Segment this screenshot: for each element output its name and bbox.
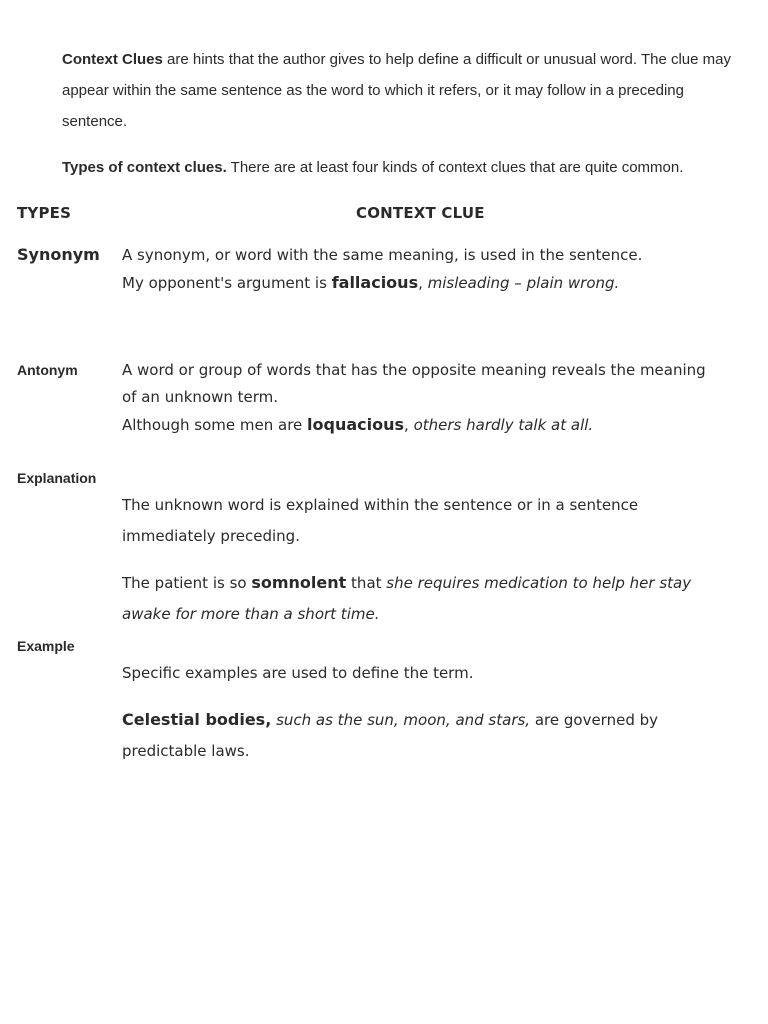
antonym-definition: A word or group of words that has the opposite meaning reveals the meaning of an unknown term. <box>122 361 706 406</box>
types-heading: Types of context clues. <box>62 159 227 176</box>
synonym-clue <box>122 242 722 297</box>
type-example: Example <box>17 638 75 654</box>
example-clue: such as the sun, moon, and stars, <box>276 711 531 729</box>
example-definition: Specific examples are used to define the term. <box>122 664 474 682</box>
explanation-word: somnolent <box>251 573 347 592</box>
explanation-example-clue: she requires medication to help her stay awake for more than a short time. <box>122 574 692 623</box>
intro-paragraph <box>62 44 732 137</box>
example-word: Celestial bodies, <box>122 710 272 729</box>
synonym-example-lead: My opponent's argument is <box>122 274 332 292</box>
explanation-connector: that <box>346 574 387 592</box>
type-antonym: Antonym <box>17 362 78 378</box>
type-synonym: Synonym <box>17 245 100 264</box>
explanation-definition: The unknown word is explained within the sentence or in a sentence immediately preceding. <box>122 496 639 545</box>
header-context-clue: CONTEXT CLUE <box>356 204 485 222</box>
header-types: TYPES <box>17 204 72 222</box>
antonym-clue <box>122 357 722 439</box>
intro-text: are hints that the author gives to help define a difficult or unusual word. The clue may appear within the same sentence as the word to which it refers, or it may follow in a preceding sentence. <box>62 51 731 130</box>
types-paragraph <box>62 152 732 183</box>
example-sentence <box>122 704 722 767</box>
types-text: There are at least four kinds of context clues that are quite common. <box>226 159 684 176</box>
antonym-example-clue: others hardly talk at all. <box>413 416 594 434</box>
synonym-example-clue: misleading – plain wrong. <box>427 274 620 292</box>
intro-term: Context Clues <box>62 51 163 68</box>
example-sentence-end: are governed by predictable laws. <box>122 711 659 760</box>
explanation-example <box>122 567 722 630</box>
type-explanation: Explanation <box>17 470 97 486</box>
synonym-definition: A synonym, or word with the same meaning, is used in the sentence. <box>122 246 643 264</box>
antonym-example-lead: Although some men are <box>122 416 308 434</box>
antonym-comma: , <box>404 416 414 434</box>
synonym-comma: , <box>418 274 428 292</box>
explanation-example-lead: The patient is so <box>122 574 252 592</box>
antonym-word: loquacious <box>307 415 405 434</box>
synonym-word: fallacious <box>331 273 419 292</box>
